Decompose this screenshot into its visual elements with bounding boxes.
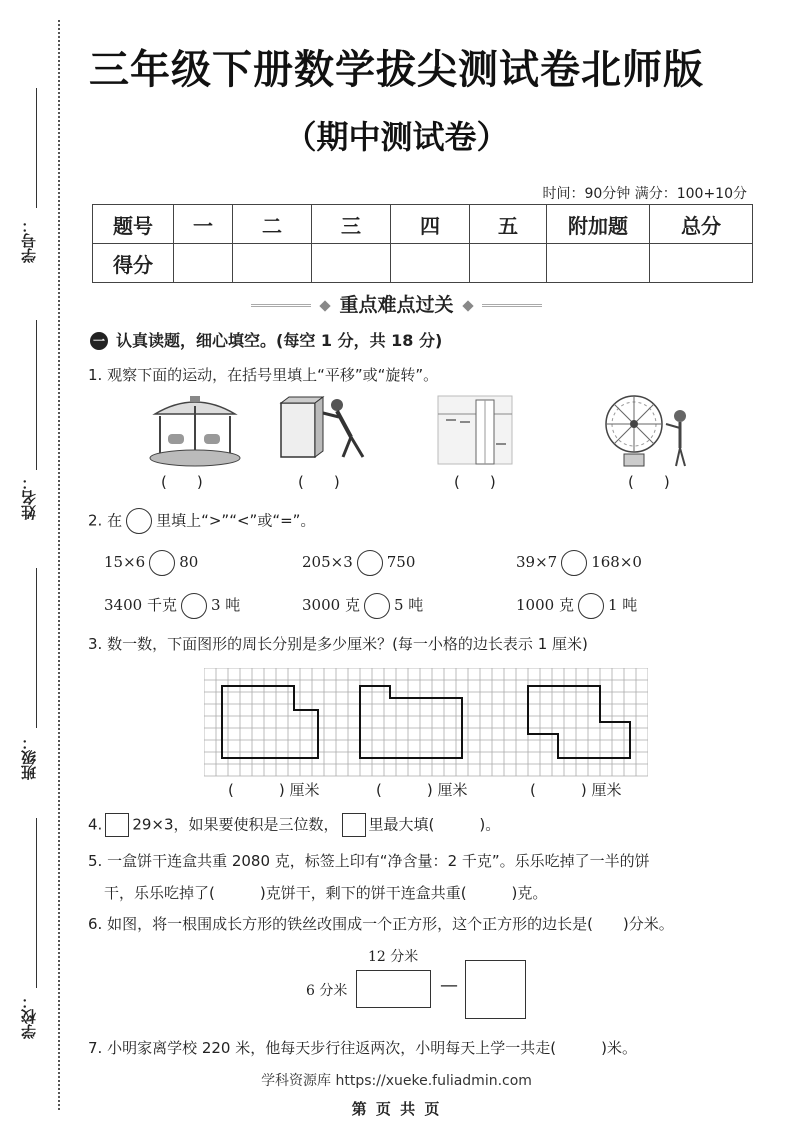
question-4-part-a: 29×3，如果要使积是三位数，: [132, 815, 339, 834]
compare-circle[interactable]: [561, 550, 587, 576]
score-input-cell[interactable]: [470, 244, 547, 283]
question-5-line-2: 干，乐乐吃掉了( )克饼干，剩下的饼干连盒共重( )克。: [104, 884, 548, 902]
score-input-cell[interactable]: [650, 244, 753, 283]
perimeter-answer[interactable]: ( ) 厘米: [228, 781, 320, 799]
footer-source: 学科资源库 https://xueke.fuliadmin.com: [261, 1073, 532, 1089]
compare-right: 5 吨: [393, 596, 424, 614]
compare-item: [302, 593, 423, 619]
question-5-line-1: 5. 一盒饼干连盒共重 2080 克，标签上印有“净含量：2 千克”。乐乐吃掉了一半的饼: [88, 852, 650, 870]
shape-2: [360, 686, 462, 758]
compare-left: 1000 克: [516, 596, 574, 614]
carousel-image: [140, 392, 250, 470]
shape-3: [528, 686, 630, 758]
section-heading: [90, 328, 442, 351]
score-input-cell[interactable]: [174, 244, 233, 283]
page-subtitle: （期中测试卷）: [284, 118, 509, 156]
compare-left: 39×7: [516, 553, 558, 571]
compare-left: 3000 克: [302, 596, 360, 614]
perimeter-answer[interactable]: ( ) 厘米: [376, 781, 468, 799]
question-1-text: 1. 观察下面的运动，在括号里填上“平移”或“旋转”。: [88, 366, 439, 384]
score-row-label: 得分: [93, 244, 174, 283]
compare-item: [104, 550, 198, 576]
rectangle-figure: [356, 970, 431, 1008]
section-banner: [0, 290, 793, 317]
score-input-cell[interactable]: [391, 244, 470, 283]
compare-right: 1 吨: [607, 596, 638, 614]
score-cell: 三: [312, 205, 391, 244]
perimeter-answer[interactable]: ( ) 厘米: [530, 781, 622, 799]
window-image: [436, 394, 514, 466]
answer-blank[interactable]: ( ): [454, 473, 496, 491]
banner-decoration: [251, 304, 311, 307]
digit-box[interactable]: [105, 813, 129, 837]
compare-circle-icon: [126, 508, 152, 534]
shape-1: [222, 686, 318, 758]
score-input-cell[interactable]: [233, 244, 312, 283]
question-4-number: 4.: [88, 815, 103, 834]
compare-circle[interactable]: [149, 550, 175, 576]
name-label: 姓名：: [20, 475, 38, 520]
page-title: 三年级下册数学拔尖测试卷北师版: [89, 47, 704, 93]
name-line: [36, 320, 37, 470]
compare-item: [302, 550, 415, 576]
score-input-cell[interactable]: [312, 244, 391, 283]
question-3-text: 3. 数一数，下面图形的周长分别是多少厘米？(每一小格的边长表示 1 厘米): [88, 635, 588, 653]
question-2-post: 里填上“>”“<”或“=”。: [156, 511, 316, 530]
banner-diamond-icon: [462, 300, 473, 311]
class-line: [36, 568, 37, 728]
school-label: 学校：: [20, 994, 38, 1039]
section-title: 认真读题，细心填空。(每空 1 分，共 18 分): [116, 331, 443, 350]
square-figure: [465, 960, 526, 1019]
rect-height-label: 6 分米: [306, 983, 348, 999]
compare-right: 750: [386, 553, 416, 571]
compare-item: [516, 550, 642, 576]
question-4-part-b: 里最大填( )。: [368, 815, 501, 834]
score-cell: 四: [391, 205, 470, 244]
answer-blank[interactable]: ( ): [628, 473, 670, 491]
student-id-label: 学号：: [20, 218, 38, 263]
question-4-text: [88, 813, 500, 837]
score-table-header-row: [93, 205, 753, 244]
transform-arrow: —: [440, 975, 458, 996]
score-cell: 二: [233, 205, 312, 244]
score-table-score-row: [93, 244, 753, 283]
section-number-badge: 一: [90, 332, 108, 350]
compare-circle[interactable]: [357, 550, 383, 576]
score-cell: 附加题: [547, 205, 650, 244]
binding-dashed-line: [58, 20, 60, 1110]
push-box-image: [275, 395, 370, 465]
ferris-wheel-image: [600, 392, 698, 470]
compare-circle[interactable]: [578, 593, 604, 619]
question-6-text: 6. 如图，将一根围成长方形的铁丝改围成一个正方形，这个正方形的边长是( )分米。: [88, 915, 674, 933]
score-cell: 总分: [650, 205, 753, 244]
score-cell: 五: [470, 205, 547, 244]
question-2-text: [88, 508, 315, 534]
compare-left: 3400 千克: [104, 596, 177, 614]
compare-right: 168×0: [591, 553, 642, 571]
question-2-pre: 2. 在: [88, 511, 123, 530]
score-cell: 题号: [93, 205, 174, 244]
digit-box-icon: [342, 813, 366, 837]
compare-right: 3 吨: [210, 596, 241, 614]
compare-circle[interactable]: [364, 593, 390, 619]
compare-circle[interactable]: [181, 593, 207, 619]
school-line: [36, 818, 37, 988]
compare-item: [104, 593, 240, 619]
exam-meta: 时间：90分钟 满分：100+10分: [542, 186, 747, 202]
question-7-text: 7. 小明家离学校 220 米，他每天步行往返两次，小明每天上学一共走( )米。: [88, 1039, 637, 1057]
score-table: [92, 204, 753, 283]
banner-diamond-icon: [319, 300, 330, 311]
page-number: 第 页 共 页: [351, 1100, 442, 1118]
score-input-cell[interactable]: [547, 244, 650, 283]
compare-item: [516, 593, 637, 619]
compare-left: 205×3: [302, 553, 353, 571]
perimeter-grid: [204, 668, 648, 778]
answer-blank[interactable]: ( ): [161, 473, 203, 491]
answer-blank[interactable]: ( ): [298, 473, 340, 491]
banner-text: 重点难点过关: [339, 294, 454, 316]
score-cell: 一: [174, 205, 233, 244]
compare-right: 80: [179, 553, 199, 571]
compare-left: 15×6: [104, 553, 146, 571]
banner-decoration: [482, 304, 542, 307]
rect-width-label: 12 分米: [368, 949, 419, 965]
class-label: 班级：: [20, 735, 38, 780]
